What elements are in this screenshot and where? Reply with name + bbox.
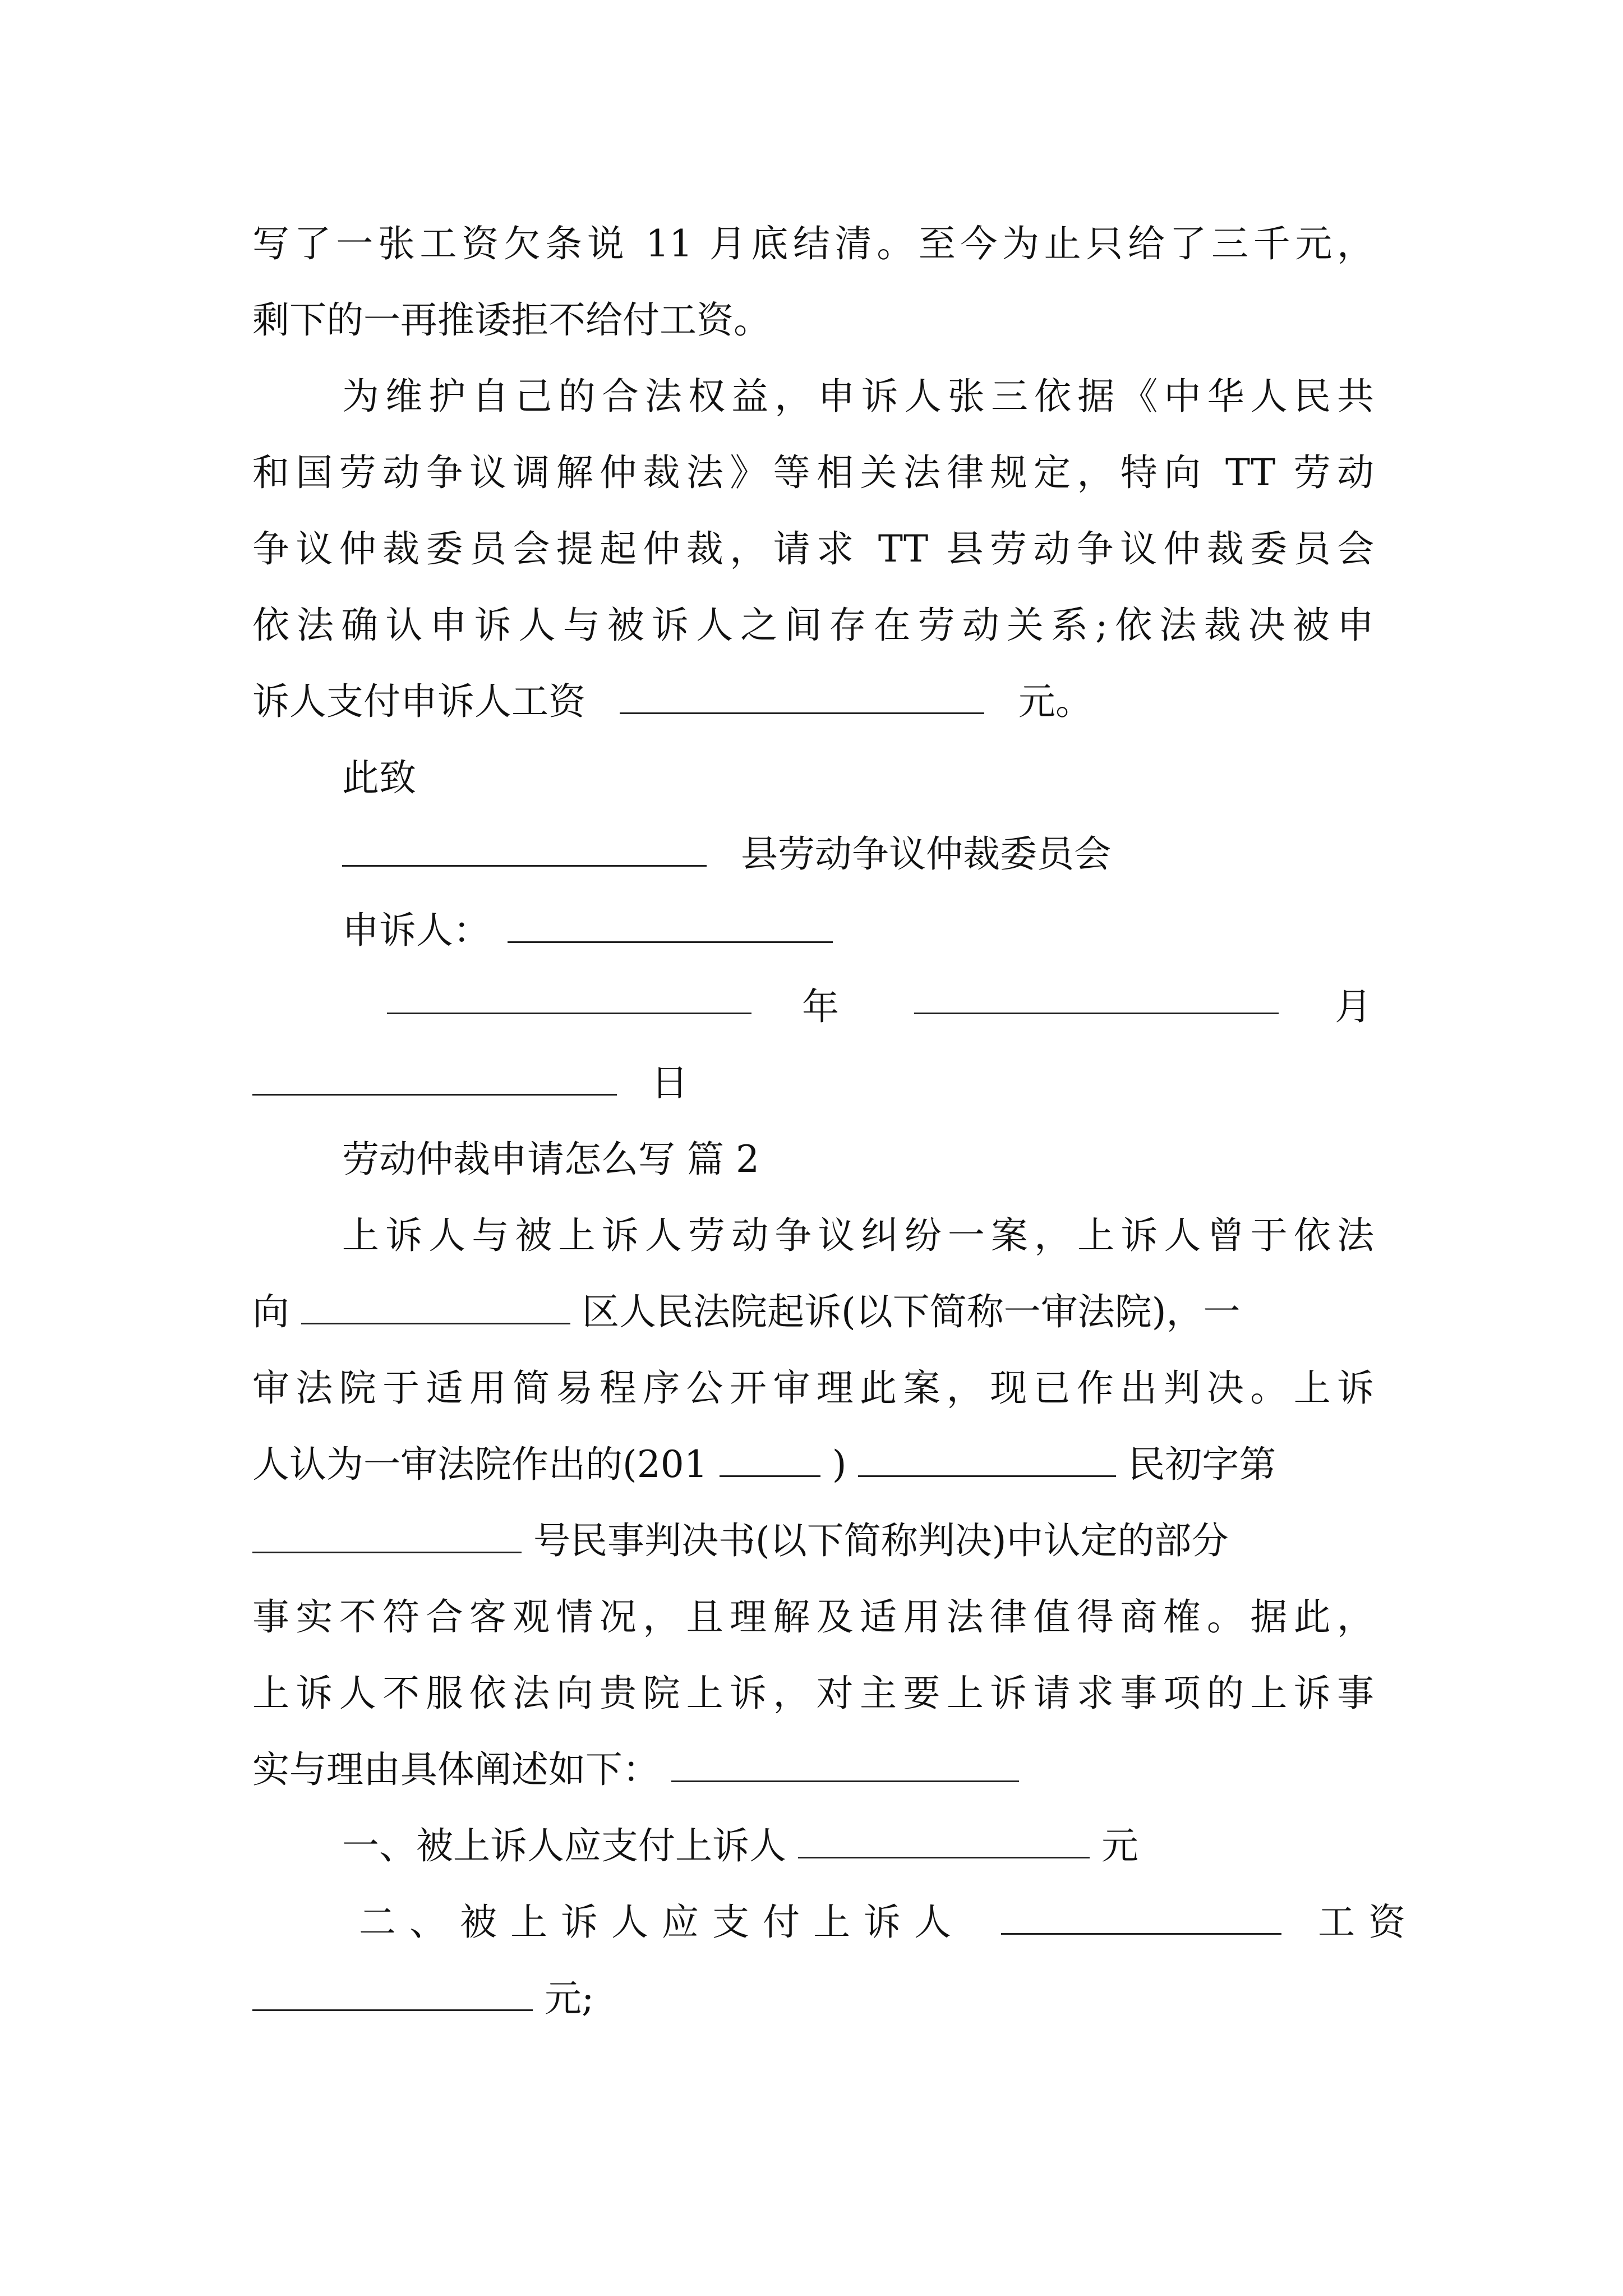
- para2-line-5: [252, 1513, 1374, 1569]
- judgment-year-text: 人认为一审法院作出的(201: [252, 1443, 708, 1486]
- para-line-4: 和国劳动争议调解仲裁法》等相关法律规定，特向 TT 劳动: [252, 451, 1374, 494]
- applicant-label: 申诉人：: [342, 909, 490, 952]
- claim-item-2: [359, 1894, 1419, 1950]
- month-blank[interactable]: [914, 979, 1279, 1014]
- claim-2-wage-label: 工资: [1317, 1901, 1419, 1944]
- claim-2-text: 二、被上诉人应支付上诉人: [359, 1901, 965, 1944]
- paren-close: ): [832, 1443, 847, 1486]
- para-line-6: 依法确认申诉人与被诉人之间存在劳动关系;依法裁决被申: [252, 604, 1374, 647]
- claim-1-text: 一、被上诉人应支付上诉人: [342, 1824, 786, 1867]
- para-line-1: 写了一张工资欠条说 11 月底结清。至今为止只给了三千元，: [252, 222, 1374, 265]
- para-line-5: 争议仲裁委员会提起仲裁，请求 TT 县劳动争议仲裁委员会: [252, 527, 1374, 570]
- claim-2-amount-blank[interactable]: [252, 1976, 533, 2011]
- year-blank[interactable]: [387, 979, 751, 1014]
- para2-line-8: [252, 1742, 1374, 1798]
- applicant-name-blank[interactable]: [508, 908, 833, 943]
- court-text: 区人民法院起诉(以下简称一审法院)，一: [582, 1290, 1241, 1333]
- day-label: 日: [651, 1061, 688, 1105]
- case-number-text: 民初字第: [1128, 1443, 1276, 1486]
- para2-line-4: [252, 1437, 1374, 1493]
- para-line-7: [252, 674, 1374, 730]
- claim-2-unit: 元;: [544, 1977, 594, 2020]
- month-label: 月: [1335, 985, 1372, 1028]
- judgment-year-blank[interactable]: [720, 1442, 820, 1477]
- claim-item-1: [342, 1818, 1464, 1874]
- year-label: 年: [802, 985, 839, 1028]
- day-blank[interactable]: [252, 1060, 617, 1096]
- claim-1-amount-blank[interactable]: [798, 1823, 1090, 1858]
- wage-claim-text: 诉人支付申诉人工资: [252, 680, 585, 723]
- county-name-blank[interactable]: [342, 831, 707, 867]
- reasons-blank[interactable]: [671, 1747, 1019, 1782]
- date-line: [252, 979, 1374, 1035]
- day-line: [252, 1055, 1374, 1111]
- para2-line-2: [252, 1284, 1374, 1340]
- para-line-2: 剩下的一再推诿拒不给付工资。: [252, 298, 771, 342]
- addressee-text: 县劳动争议仲裁委员会: [740, 832, 1111, 876]
- case-number-blank[interactable]: [252, 1518, 522, 1553]
- para2-line-7: 上诉人不服依法向贵院上诉，对主要上诉请求事项的上诉事: [252, 1672, 1374, 1715]
- reasons-text: 实与理由具体阐述如下：: [252, 1748, 660, 1791]
- applicant-line: [342, 903, 1464, 959]
- salutation: 此致: [342, 756, 416, 799]
- claim-2-wage-blank[interactable]: [1001, 1899, 1281, 1935]
- para-line-3: 为维护自己的合法权益，申诉人张三依据《中华人民共: [342, 375, 1374, 418]
- claim-1-unit: 元: [1101, 1824, 1138, 1867]
- wage-amount-blank[interactable]: [620, 679, 984, 714]
- yuan-suffix: 元。: [1018, 680, 1092, 723]
- para2-line-1: 上诉人与被上诉人劳动争议纠纷一案，上诉人曾于依法: [342, 1214, 1374, 1257]
- addressee-line: [342, 826, 1464, 882]
- para2-line-6: 事实不符合客观情况，且理解及适用法律值得商榷。据此，: [252, 1595, 1374, 1639]
- claim-item-2-cont: [252, 1971, 1374, 2027]
- para2-line-3: 审法院于适用简易程序公开审理此案，现已作出判决。上诉: [252, 1366, 1374, 1410]
- section-heading: 劳动仲裁申请怎么写 篇 2: [342, 1138, 759, 1181]
- text-to: 向: [252, 1290, 289, 1333]
- court-district-blank[interactable]: [301, 1289, 570, 1324]
- judgment-doc-text: 号民事判决书(以下简称判决)中认定的部分: [533, 1519, 1229, 1562]
- judgment-court-blank[interactable]: [858, 1442, 1116, 1477]
